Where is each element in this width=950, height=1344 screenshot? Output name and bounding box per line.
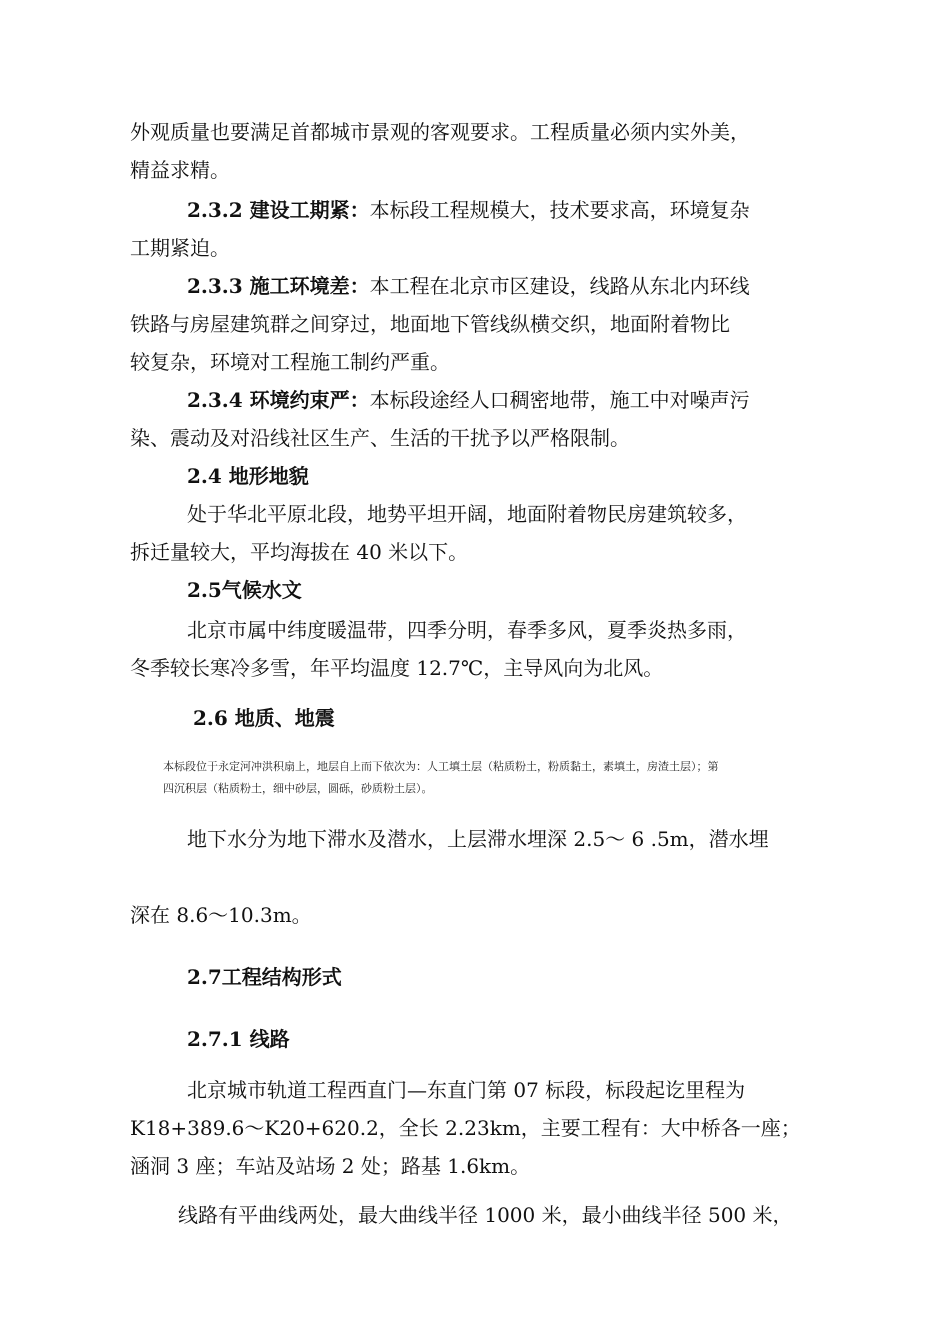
paragraph-line: 工期紧迫。 (130, 236, 230, 260)
small-paragraph-line: 本标段位于永定河冲洪积扇上，地层自上而下依次为：人工填土层（粘质粉土，粉质黏土，素填土，房渣土层）；第 (163, 760, 719, 773)
paragraph-line: 较复杂，环境对工程施工制约严重。 (130, 350, 450, 374)
paragraph-line: 处于华北平原北段，地势平坦开阔，地面附着物民房建筑较多， (187, 502, 747, 526)
section-heading-2-3-2: 2.3.2 建设工期紧： (187, 198, 370, 222)
paragraph-line: 冬季较长寒冷多雪，年平均温度 12.7℃，主导风向为北风。 (130, 656, 664, 680)
section-heading-2-3-4: 2.3.4 环境约束严： (187, 388, 370, 412)
section-text: 本标段途经人口稠密地带，施工中对噪声污 (369, 388, 750, 412)
section-heading-2-6: 2.6 地质、地震 (193, 706, 335, 730)
section-text: 本标段工程规模大，技术要求高，环境复杂 (369, 198, 750, 222)
section-heading-2-5: 2.5气候水文 (187, 578, 302, 602)
paragraph-line: 外观质量也要满足首都城市景观的客观要求。工程质量必须内实外美， (130, 120, 750, 144)
section-2-3-2 (187, 197, 750, 223)
section-2-3-4 (187, 387, 750, 413)
section-heading-2-7: 2.7工程结构形式 (187, 965, 342, 989)
paragraph-line: 北京市属中纬度暖温带，四季分明，春季多风，夏季炎热多雨， (187, 618, 747, 642)
paragraph-line: 精益求精。 (130, 158, 230, 182)
paragraph-line: 地下水分为地下滞水及潜水，上层滞水埋深 2.5～ 6 .5m，潜水埋 (187, 827, 769, 851)
section-heading-2-7-1: 2.7.1 线路 (187, 1027, 290, 1051)
paragraph-line: K18+389.6～K20+620.2，全长 2.23km，主要工程有：大中桥各一座； (130, 1116, 801, 1140)
section-heading-2-3-3: 2.3.3 施工环境差： (187, 274, 370, 298)
paragraph-line: 铁路与房屋建筑群之间穿过，地面地下管线纵横交织，地面附着物比 (130, 312, 730, 336)
small-paragraph-line: 四沉积层（粘质粉土，细中砂层，圆砾，砂质粉土层）。 (163, 782, 433, 795)
section-text: 本工程在北京市区建设，线路从东北内环线 (369, 274, 750, 298)
paragraph-line: 拆迁量较大，平均海拔在 40 米以下。 (130, 540, 469, 564)
section-heading-2-4: 2.4 地形地貌 (187, 464, 309, 488)
paragraph-line: 深在 8.6～10.3m。 (130, 903, 312, 927)
section-2-3-3 (187, 273, 750, 299)
paragraph-line: 线路有平曲线两处，最大曲线半径 1000 米，最小曲线半径 500 米， (178, 1203, 793, 1227)
paragraph-line: 染、震动及对沿线社区生产、生活的干扰予以严格限制。 (130, 426, 630, 450)
paragraph-line: 涵洞 3 座；车站及站场 2 处；路基 1.6km。 (130, 1154, 531, 1178)
paragraph-line: 北京城市轨道工程西直门—东直门第 07 标段，标段起讫里程为 (187, 1078, 746, 1102)
